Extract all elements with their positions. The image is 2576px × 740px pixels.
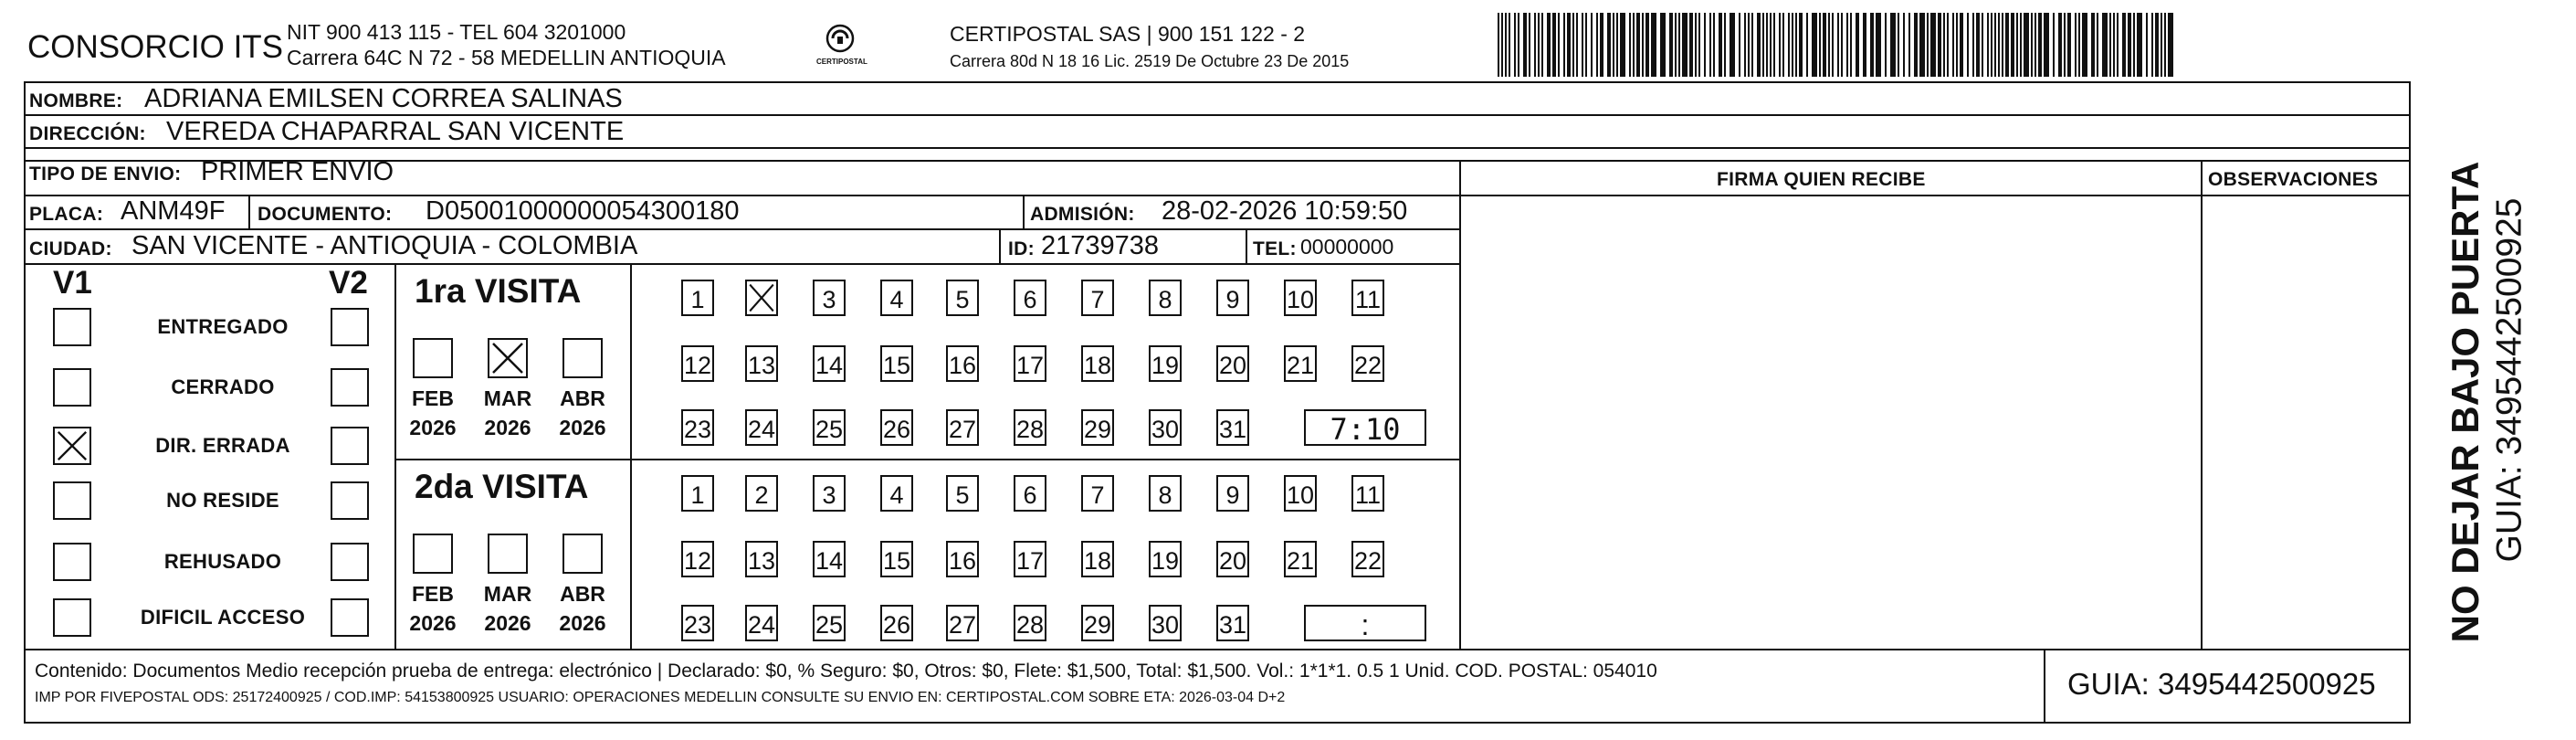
barcode-bar	[2168, 13, 2173, 77]
barcode-bar	[1850, 13, 1852, 77]
barcode-bar	[2005, 13, 2009, 77]
barcode-bar	[2137, 13, 2142, 77]
barcode-bar	[2128, 13, 2131, 77]
admision-label: ADMISIÓN:	[1030, 204, 1135, 225]
carrier-name: CERTIPOSTAL SAS | 900 151 122 - 2	[950, 22, 1306, 46]
barcode-bar	[1582, 13, 1583, 77]
barcode-bar	[1563, 13, 1565, 77]
day-box[interactable]: 3	[813, 475, 846, 512]
barcode-bar	[1678, 13, 1680, 77]
barcode-bar	[2044, 13, 2049, 77]
barcode-bar	[2011, 13, 2014, 77]
day-box[interactable]: 7	[1081, 280, 1114, 316]
barcode-bar	[1719, 13, 1722, 77]
barcode-bar	[2082, 13, 2087, 77]
id-value: 21739738	[1041, 231, 1160, 260]
barcode-bar	[1739, 13, 1740, 77]
barcode-bar	[1960, 13, 1963, 77]
firma-label: FIRMA QUIEN RECIBE	[1717, 169, 1926, 190]
barcode-bar	[1976, 13, 1980, 77]
barcode-bar	[1600, 13, 1603, 77]
status-label: DIR. ERRADA	[155, 434, 290, 457]
barcode-bar	[1591, 13, 1593, 77]
barcode-bar	[1642, 13, 1644, 77]
barcode-bar	[1505, 13, 1507, 77]
day-box[interactable]: 16	[946, 541, 979, 577]
day-box[interactable]: 26	[880, 409, 913, 446]
barcode-bar	[2091, 13, 2095, 77]
barcode-bar	[2024, 13, 2029, 77]
day-box[interactable]: 22	[1351, 345, 1384, 382]
barcode-bar	[2122, 13, 2126, 77]
day-box[interactable]: 16	[946, 345, 979, 382]
day-box[interactable]: 11	[1351, 280, 1384, 316]
barcode-bar	[1998, 13, 2000, 77]
barcode-bar	[1890, 13, 1896, 77]
month-checkbox[interactable]	[563, 338, 603, 378]
month-year: 2026	[484, 611, 531, 635]
barcode-bar	[1870, 13, 1874, 77]
barcode-bar	[1572, 13, 1574, 77]
month-year: 2026	[559, 611, 606, 635]
day-box[interactable]: 9	[1216, 280, 1249, 316]
day-box[interactable]: 3	[813, 280, 846, 316]
barcode-bar	[2002, 13, 2003, 77]
placa-label: PLACA:	[29, 204, 104, 225]
company-nit: NIT 900 413 115 - TEL 604 3201000	[287, 20, 626, 44]
barcode-bar	[1779, 13, 1781, 77]
v2-checkbox[interactable]	[331, 598, 369, 637]
day-box[interactable]: 24	[745, 605, 778, 641]
barcode-bar	[1509, 13, 1510, 77]
id-label: ID:	[1008, 238, 1035, 259]
barcode-bar	[1748, 13, 1750, 77]
barcode-bar	[1943, 13, 1945, 77]
barcode-bar	[1773, 13, 1775, 77]
status-label: REHUSADO	[163, 550, 282, 573]
ciudad-value: SAN VICENTE - ANTIOQUIA - COLOMBIA	[131, 231, 638, 260]
day-box[interactable]: 18	[1081, 541, 1114, 577]
barcode-bar	[2097, 13, 2098, 77]
barcode-bar	[1947, 13, 1949, 77]
v2-checkbox[interactable]	[331, 543, 369, 581]
month-year: 2026	[484, 416, 531, 439]
v1-checkbox[interactable]	[53, 308, 91, 346]
nombre-label: NOMBRE:	[29, 90, 123, 111]
barcode-bar	[1744, 13, 1746, 77]
month-checkbox[interactable]	[413, 534, 453, 574]
barcode-bar	[2020, 13, 2022, 77]
month-year: 2026	[559, 416, 606, 439]
barcode-bar	[1967, 13, 1969, 77]
imp-line: IMP POR FIVEPOSTAL ODS: 25172400925 / COD.IMP: 54153800925 USUARIO: OPERACIONES MEDELLIN CONSULTE SU ENVIO EN: CERTIPOSTAL.COM SOBRE ETA: 2026-03-04 D+2	[35, 690, 1286, 705]
day-box[interactable]: 14	[813, 541, 846, 577]
barcode-bar	[1770, 13, 1772, 77]
v1-checkbox[interactable]	[53, 543, 91, 581]
day-box[interactable]: 29	[1081, 409, 1114, 446]
carrier-address: Carrera 80d N 18 16 Lic. 2519 De Octubre 23 De 2015	[950, 52, 1350, 70]
barcode-bar	[1636, 13, 1640, 77]
barcode-bar	[1698, 13, 1700, 77]
barcode-bar	[1828, 13, 1830, 77]
status-label: ENTREGADO	[157, 315, 289, 338]
barcode-bar	[1799, 13, 1803, 77]
barcode-bar	[2151, 13, 2153, 77]
day-box[interactable]: 21	[1284, 345, 1317, 382]
day-box[interactable]: 19	[1149, 541, 1182, 577]
documento-value: D05001000000054300180	[426, 196, 740, 226]
barcode-bar	[1576, 13, 1578, 77]
barcode	[1498, 13, 2182, 79]
v1-checkbox[interactable]	[53, 427, 91, 465]
barcode-bar	[2117, 13, 2119, 77]
day-box[interactable]: 29	[1081, 605, 1114, 641]
barcode-bar	[1675, 13, 1677, 77]
company-address: Carrera 64C N 72 - 58 MEDELLIN ANTIOQUIA	[287, 46, 726, 69]
barcode-bar	[1567, 13, 1571, 77]
barcode-bar	[1832, 13, 1834, 77]
day-box[interactable]: 9	[1216, 475, 1249, 512]
barcode-bar	[2016, 13, 2018, 77]
day-box[interactable]	[745, 280, 778, 316]
barcode-bar	[1616, 13, 1618, 77]
day-box[interactable]: 10	[1284, 475, 1317, 512]
barcode-bar	[1730, 13, 1735, 77]
v2-checkbox[interactable]	[331, 368, 369, 407]
month-label: MAR	[483, 582, 532, 606]
day-box[interactable]: 18	[1081, 345, 1114, 382]
barcode-bar	[1514, 13, 1516, 77]
day-box[interactable]: 5	[946, 280, 979, 316]
barcode-bar	[1538, 13, 1540, 77]
v1-checkbox[interactable]	[53, 598, 91, 637]
barcode-bar	[1908, 13, 1910, 77]
day-box[interactable]: 22	[1351, 541, 1384, 577]
barcode-bar	[1788, 13, 1790, 77]
barcode-bar	[1629, 13, 1631, 77]
day-box[interactable]: 7	[1081, 475, 1114, 512]
day-box[interactable]: 31	[1216, 605, 1249, 641]
day-box[interactable]: 17	[1014, 541, 1046, 577]
tipo-envio-value: PRIMER ENVIO	[201, 157, 394, 186]
day-box[interactable]: 15	[880, 541, 913, 577]
day-box[interactable]: 12	[681, 541, 714, 577]
day-box[interactable]: 13	[745, 345, 778, 382]
barcode-bar	[1846, 13, 1848, 77]
barcode-bar	[2038, 13, 2042, 77]
barcode-bar	[1812, 13, 1817, 77]
month-year: 2026	[409, 611, 457, 635]
day-box[interactable]: 4	[880, 475, 913, 512]
day-box[interactable]: 25	[813, 605, 846, 641]
barcode-bar	[1938, 13, 1941, 77]
barcode-bar	[1841, 13, 1843, 77]
barcode-bar	[2067, 13, 2071, 77]
v2-checkbox[interactable]	[331, 308, 369, 346]
day-box[interactable]: 17	[1014, 345, 1046, 382]
barcode-bar	[1792, 13, 1793, 77]
day-box[interactable]: 6	[1014, 280, 1046, 316]
barcode-bar	[1837, 13, 1839, 77]
day-box[interactable]: 20	[1216, 541, 1249, 577]
tel-value: 00000000	[1300, 235, 1394, 259]
v1-checkbox[interactable]	[53, 481, 91, 520]
barcode-bar	[1585, 13, 1587, 77]
barcode-bar	[1885, 13, 1887, 77]
day-box[interactable]: 1	[681, 475, 714, 512]
barcode-bar	[1795, 13, 1797, 77]
barcode-bar	[1709, 13, 1711, 77]
barcode-bar	[1498, 13, 1499, 77]
direccion-label: DIRECCIÓN:	[29, 123, 146, 144]
barcode-bar	[1645, 13, 1649, 77]
barcode-bar	[1903, 13, 1905, 77]
barcode-bar	[1596, 13, 1598, 77]
admision-value: 28-02-2026 10:59:50	[1162, 196, 1408, 226]
nombre-value: ADRIANA EMILSEN CORREA SALINAS	[144, 84, 623, 113]
barcode-bar	[1919, 13, 1925, 77]
company-name: CONSORCIO ITS	[27, 29, 284, 65]
barcode-bar	[1534, 13, 1536, 77]
day-box[interactable]: 31	[1216, 409, 1249, 446]
placa-value: ANM49F	[121, 196, 226, 226]
month-checkbox[interactable]	[563, 534, 603, 574]
barcode-bar	[2102, 13, 2108, 77]
barcode-bar	[1972, 13, 1974, 77]
barcode-bar	[2161, 13, 2162, 77]
time-box[interactable]: 7:10	[1304, 409, 1426, 446]
barcode-bar	[1541, 13, 1543, 77]
barcode-bar	[1876, 13, 1881, 77]
day-box[interactable]: 1	[681, 280, 714, 316]
barcode-bar	[1987, 13, 1989, 77]
day-box[interactable]: 20	[1216, 345, 1249, 382]
day-box[interactable]: 4	[880, 280, 913, 316]
barcode-bar	[2058, 13, 2062, 77]
barcode-bar	[1806, 13, 1808, 77]
barcode-bar	[1620, 13, 1625, 77]
day-box[interactable]: 14	[813, 345, 846, 382]
day-box[interactable]: 24	[745, 409, 778, 446]
month-label: ABR	[560, 386, 605, 410]
barcode-bar	[2109, 13, 2111, 77]
ciudad-label: CIUDAD:	[29, 238, 112, 259]
barcode-bar	[1823, 13, 1826, 77]
barcode-bar	[1613, 13, 1614, 77]
barcode-bar	[1682, 13, 1688, 77]
day-box[interactable]: 8	[1149, 475, 1182, 512]
barcode-bar	[1529, 13, 1530, 77]
month-year: 2026	[409, 416, 457, 439]
barcode-bar	[1633, 13, 1635, 77]
day-box[interactable]: 15	[880, 345, 913, 382]
barcode-bar	[1689, 13, 1693, 77]
checkmark-x-icon	[747, 281, 776, 314]
barcode-bar	[2155, 13, 2159, 77]
day-box[interactable]: 26	[880, 605, 913, 641]
barcode-bar	[1518, 13, 1519, 77]
day-box[interactable]: 10	[1284, 280, 1317, 316]
barcode-bar	[1782, 13, 1784, 77]
v2-checkbox[interactable]	[331, 427, 369, 465]
barcode-bar	[2146, 13, 2148, 77]
barcode-bar	[1991, 13, 1992, 77]
barcode-bar	[1930, 13, 1936, 77]
month-label: FEB	[412, 386, 454, 410]
status-label: CERRADO	[171, 375, 275, 398]
day-box[interactable]: 8	[1149, 280, 1182, 316]
day-box[interactable]: 12	[681, 345, 714, 382]
side-guia: GUIA: 3495442500925	[2489, 197, 2529, 563]
barcode-bar	[1523, 13, 1527, 77]
day-box[interactable]: 13	[745, 541, 778, 577]
barcode-bar	[1766, 13, 1768, 77]
time-box[interactable]: :	[1304, 605, 1426, 641]
barcode-bar	[1501, 13, 1503, 77]
barcode-bar	[2075, 13, 2077, 77]
checkmark-x-icon	[489, 340, 526, 376]
barcode-bar	[1914, 13, 1918, 77]
barcode-bar	[1982, 13, 1983, 77]
contenido-line: Contenido: Documentos Medio recepción prueba de entrega: electrónico | Declarado: $0, % Seguro: $0, Otros: $0, Flete: $1,500, Total: $1,500. Vol.: 1*1*1. 0.5 1 Unid. COD. POSTAL: 054010	[35, 661, 1657, 682]
status-label: NO RESIDE	[166, 489, 279, 512]
barcode-bar	[1552, 13, 1556, 77]
barcode-bar	[1558, 13, 1560, 77]
v2-checkbox[interactable]	[331, 481, 369, 520]
observaciones-label: OBSERVACIONES	[2208, 169, 2379, 190]
day-box[interactable]: 11	[1351, 475, 1384, 512]
barcode-bar	[1956, 13, 1958, 77]
barcode-bar	[2064, 13, 2066, 77]
month-label: ABR	[560, 582, 605, 606]
day-box[interactable]: 27	[946, 605, 979, 641]
visit-title: 1ra VISITA	[415, 272, 582, 310]
barcode-bar	[1856, 13, 1859, 77]
barcode-bar	[2053, 13, 2055, 77]
barcode-bar	[2113, 13, 2115, 77]
barcode-bar	[1651, 13, 1656, 77]
barcode-bar	[1713, 13, 1715, 77]
barcode-bar	[2031, 13, 2033, 77]
day-box[interactable]: 25	[813, 409, 846, 446]
barcode-bar	[1819, 13, 1821, 77]
barcode-bar	[1751, 13, 1753, 77]
barcode-bar	[1898, 13, 1899, 77]
barcode-bar	[1927, 13, 1929, 77]
month-checkbox[interactable]	[413, 338, 453, 378]
barcode-bar	[1547, 13, 1551, 77]
visit-title: 2da VISITA	[415, 468, 589, 505]
status-label: DIFICIL ACCESO	[140, 606, 306, 629]
barcode-bar	[1669, 13, 1673, 77]
barcode-bar	[1863, 13, 1866, 77]
day-box[interactable]: 28	[1014, 605, 1046, 641]
day-box[interactable]: 6	[1014, 475, 1046, 512]
barcode-bar	[2078, 13, 2080, 77]
day-box[interactable]: 2	[745, 475, 778, 512]
barcode-bar	[1952, 13, 1954, 77]
barcode-bar	[1704, 13, 1706, 77]
barcode-bar	[2164, 13, 2166, 77]
day-box[interactable]: 30	[1149, 605, 1182, 641]
certipostal-logo	[813, 22, 867, 69]
side-warning: NO DEJAR BAJO PUERTA	[2444, 161, 2487, 643]
day-box[interactable]: 5	[946, 475, 979, 512]
checkmark-x-icon	[55, 428, 89, 463]
month-label: FEB	[412, 582, 454, 606]
month-checkbox[interactable]	[488, 338, 528, 378]
v1-checkbox[interactable]	[53, 368, 91, 407]
barcode-bar	[1724, 13, 1726, 77]
barcode-bar	[2133, 13, 2135, 77]
barcode-bar	[2035, 13, 2036, 77]
v1-label: V1	[53, 265, 92, 301]
documento-label: DOCUMENTO:	[258, 204, 393, 225]
direccion-value: VEREDA CHAPARRAL SAN VICENTE	[166, 117, 625, 146]
barcode-bar	[1695, 13, 1697, 77]
barcode-bar	[1757, 13, 1761, 77]
day-box[interactable]: 21	[1284, 541, 1317, 577]
tel-label: TEL:	[1253, 238, 1297, 259]
month-label: MAR	[483, 386, 532, 410]
day-box[interactable]: 19	[1149, 345, 1182, 382]
day-box[interactable]: 23	[681, 409, 714, 446]
day-box[interactable]: 28	[1014, 409, 1046, 446]
barcode-bar	[1660, 13, 1666, 77]
month-checkbox[interactable]	[488, 534, 528, 574]
barcode-bar	[1762, 13, 1764, 77]
tipo-envio-label: TIPO DE ENVIO:	[29, 164, 182, 185]
logo-text: CERTIPOSTAL	[816, 58, 867, 66]
barcode-bar	[1607, 13, 1611, 77]
day-box[interactable]: 30	[1149, 409, 1182, 446]
barcode-bar	[1994, 13, 1996, 77]
v2-label: V2	[329, 265, 368, 301]
footer-guia: GUIA: 3495442500925	[2067, 667, 2376, 701]
day-box[interactable]: 27	[946, 409, 979, 446]
day-box[interactable]: 23	[681, 605, 714, 641]
